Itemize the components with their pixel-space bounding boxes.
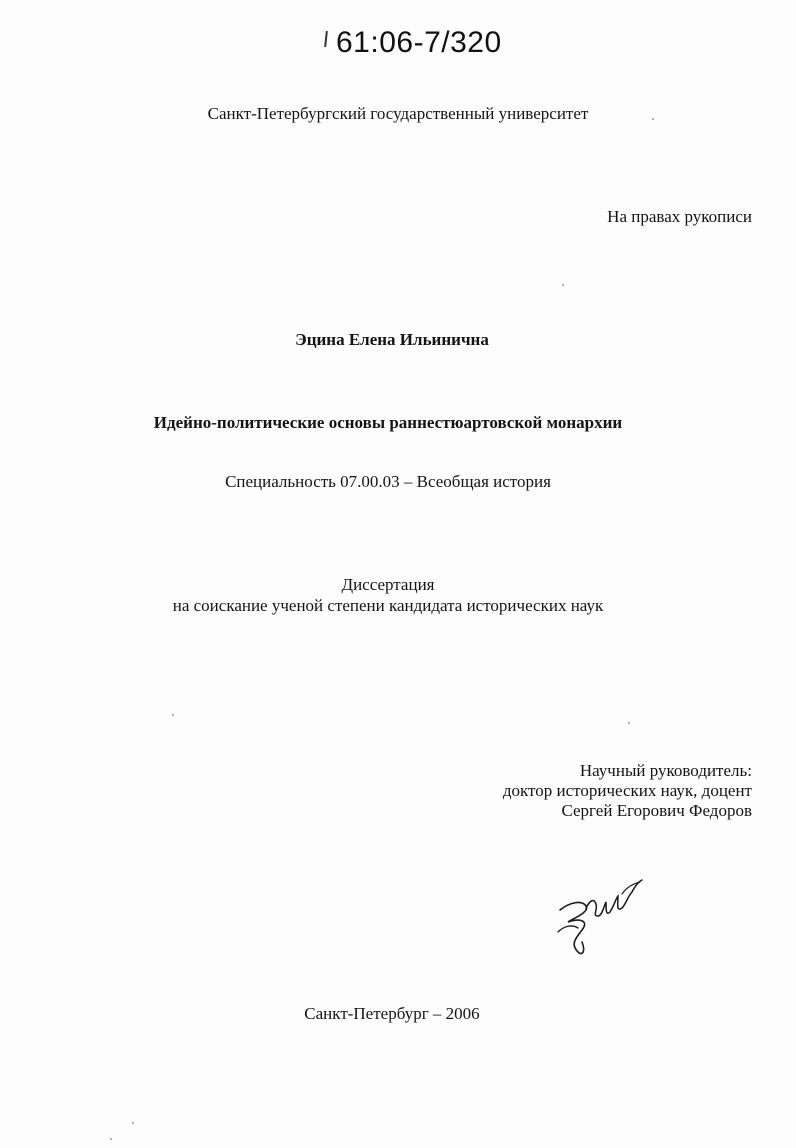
supervisor-degree: доктор исторических наук, доцент (502, 781, 752, 800)
specialty: Специальность 07.00.03 – Всеобщая история (225, 472, 551, 491)
scan-speck (628, 722, 630, 724)
dissertation-title: Идейно-политические основы раннестюартовской монархии (153, 413, 623, 432)
author-name: Эцина Елена Ильинична (295, 330, 489, 349)
city-year: Санкт-Петербург – 2006 (304, 1004, 480, 1023)
supervisor-name: Сергей Егорович Федоров (561, 801, 752, 820)
university-name: Санкт-Петербургский государственный университет (207, 104, 589, 123)
scan-speck (132, 1122, 134, 1124)
scan-speck (172, 714, 174, 716)
degree-purpose: на соискание ученой степени кандидата исторических наук (172, 596, 604, 615)
dissertation-label: Диссертация (341, 575, 435, 594)
stamp-mark (324, 31, 328, 47)
scan-speck (562, 284, 564, 286)
supervisor-label: Научный руководитель: (579, 761, 752, 780)
scan-speck (652, 118, 654, 120)
handwritten-signature-icon (552, 872, 652, 962)
scan-speck (110, 1138, 112, 1140)
manuscript-rights: На правах рукописи (607, 207, 752, 226)
archive-stamp: 61:06-7/320 (336, 26, 502, 59)
